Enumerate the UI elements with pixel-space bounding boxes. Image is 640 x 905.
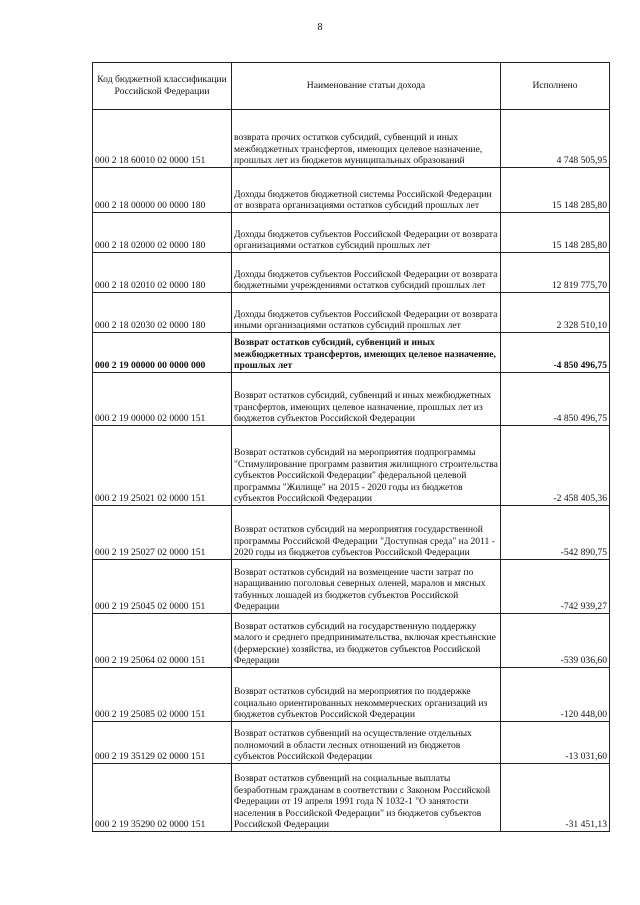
revenue-item-name: Доходы бюджетов субъектов Российской Федерации от возврата бюджетными учреждениями остатков субсидий прошлых лет xyxy=(232,253,501,293)
table-row xyxy=(93,764,610,832)
revenue-item-name: Возврат остатков субсидий на мероприятия по поддержке социально ориентированных некоммерческих организаций из бюджетов субъектов Российской Федерации xyxy=(232,668,501,722)
revenue-item-name: Возврат остатков субсидий на возмещение части затрат по наращиванию поголовья северных оленей, маралов и мясных табунных лошадей из бюджетов субъектов Российской Федерации xyxy=(232,560,501,614)
budget-code: 000 2 19 35290 02 0000 151 xyxy=(93,764,232,832)
executed-amount: 2 328 510,10 xyxy=(501,293,610,333)
table-row xyxy=(93,614,610,668)
budget-code: 000 2 19 00000 02 0000 151 xyxy=(93,373,232,426)
table-row xyxy=(93,426,610,506)
executed-amount: -120 448,00 xyxy=(501,668,610,722)
budget-code: 000 2 18 02000 02 0000 180 xyxy=(93,213,232,253)
revenue-item-name: Доходы бюджетов субъектов Российской Федерации от возврата иными организациями остатков субсидий прошлых лет xyxy=(232,293,501,333)
budget-code: 000 2 19 25045 02 0000 151 xyxy=(93,560,232,614)
budget-code: 000 2 18 00000 00 0000 180 xyxy=(93,168,232,213)
table-row xyxy=(93,110,610,168)
revenue-item-name: Доходы бюджетов субъектов Российской Федерации от возврата организациями остатков субсидий прошлых лет xyxy=(232,213,501,253)
executed-amount: -542 890,75 xyxy=(501,506,610,560)
executed-amount: -539 036,60 xyxy=(501,614,610,668)
revenue-item-name: Возврат остатков субсидий на мероприятия подпрограммы "Стимулирование программ развития жилищного строительства субъектов Российской Федерации" федеральной целевой программы "Жилище" на 2015 - 2020 годы из бюджетов субъектов Российской Федерации xyxy=(232,426,501,506)
revenue-table xyxy=(92,62,610,832)
executed-amount: -742 939,27 xyxy=(501,560,610,614)
table-row xyxy=(93,168,610,213)
header-code: Код бюджетной классификации Российской Федерации xyxy=(93,63,232,110)
table-row xyxy=(93,373,610,426)
revenue-item-name: возврата прочих остатков субсидий, субвенций и иных межбюджетных трансфертов, имеющих целевое назначение, прошлых лет из бюджетов муниципальных образований xyxy=(232,110,501,168)
budget-code: 000 2 19 00000 00 0000 000 xyxy=(93,333,232,373)
revenue-item-name: Доходы бюджетов бюджетной системы Российской Федерации от возврата организациями остатков субсидий прошлых лет xyxy=(232,168,501,213)
executed-amount: -2 458 405,36 xyxy=(501,426,610,506)
table-row xyxy=(93,668,610,722)
executed-amount: -13 031,60 xyxy=(501,722,610,764)
executed-amount: -4 850 496,75 xyxy=(501,333,610,373)
budget-code: 000 2 19 25021 02 0000 151 xyxy=(93,426,232,506)
budget-code: 000 2 19 25027 02 0000 151 xyxy=(93,506,232,560)
page-number: 8 xyxy=(317,22,323,33)
revenue-item-name: Возврат остатков субвенций на социальные выплаты безработным гражданам в соответствии с Законом Российской Федерации от 19 апреля 1991 года N 1032-1 "О занятости населения в Российской Федерации" из бюджетов субъектов Российской Федерации xyxy=(232,764,501,832)
revenue-item-name: Возврат остатков субвенций на осуществление отдельных полномочий в области лесных отношений из бюджетов субъектов Российской Федерации xyxy=(232,722,501,764)
table-row xyxy=(93,253,610,293)
revenue-item-name: Возврат остатков субсидий, субвенций и иных межбюджетных трансфертов, имеющих целевое назначение, прошлых лет xyxy=(232,333,501,373)
budget-code: 000 2 18 60010 02 0000 151 xyxy=(93,110,232,168)
executed-amount: 12 819 775,70 xyxy=(501,253,610,293)
budget-code: 000 2 19 25085 02 0000 151 xyxy=(93,668,232,722)
table-header-row xyxy=(93,63,610,110)
header-amount: Исполнено xyxy=(501,63,610,110)
revenue-item-name: Возврат остатков субсидий на государственную поддержку малого и среднего предпринимательства, включая крестьянские (фермерские) хозяйства, из бюджетов субъектов Российской Федерации xyxy=(232,614,501,668)
budget-code: 000 2 18 02030 02 0000 180 xyxy=(93,293,232,333)
budget-code: 000 2 18 02010 02 0000 180 xyxy=(93,253,232,293)
executed-amount: 15 148 285,80 xyxy=(501,213,610,253)
table-row xyxy=(93,722,610,764)
table-row xyxy=(93,560,610,614)
table-row xyxy=(93,506,610,560)
executed-amount: 4 748 505,95 xyxy=(501,110,610,168)
table-row xyxy=(93,213,610,253)
executed-amount: 15 148 285,80 xyxy=(501,168,610,213)
revenue-item-name: Возврат остатков субсидий, субвенций и иных межбюджетных трансфертов, имеющих целевое назначение, прошлых лет из бюджетов субъектов Российской Федерации xyxy=(232,373,501,426)
executed-amount: -31 451,13 xyxy=(501,764,610,832)
header-name: Наименование статьи дохода xyxy=(232,63,501,110)
executed-amount: -4 850 496,75 xyxy=(501,373,610,426)
budget-code: 000 2 19 35129 02 0000 151 xyxy=(93,722,232,764)
table-row-total xyxy=(93,333,610,373)
budget-code: 000 2 19 25064 02 0000 151 xyxy=(93,614,232,668)
revenue-item-name: Возврат остатков субсидий на мероприятия государственной программы Российской Федерации "Доступная среда" на 2011 - 2020 годы из бюджетов субъектов Российской Федерации xyxy=(232,506,501,560)
table-row xyxy=(93,293,610,333)
